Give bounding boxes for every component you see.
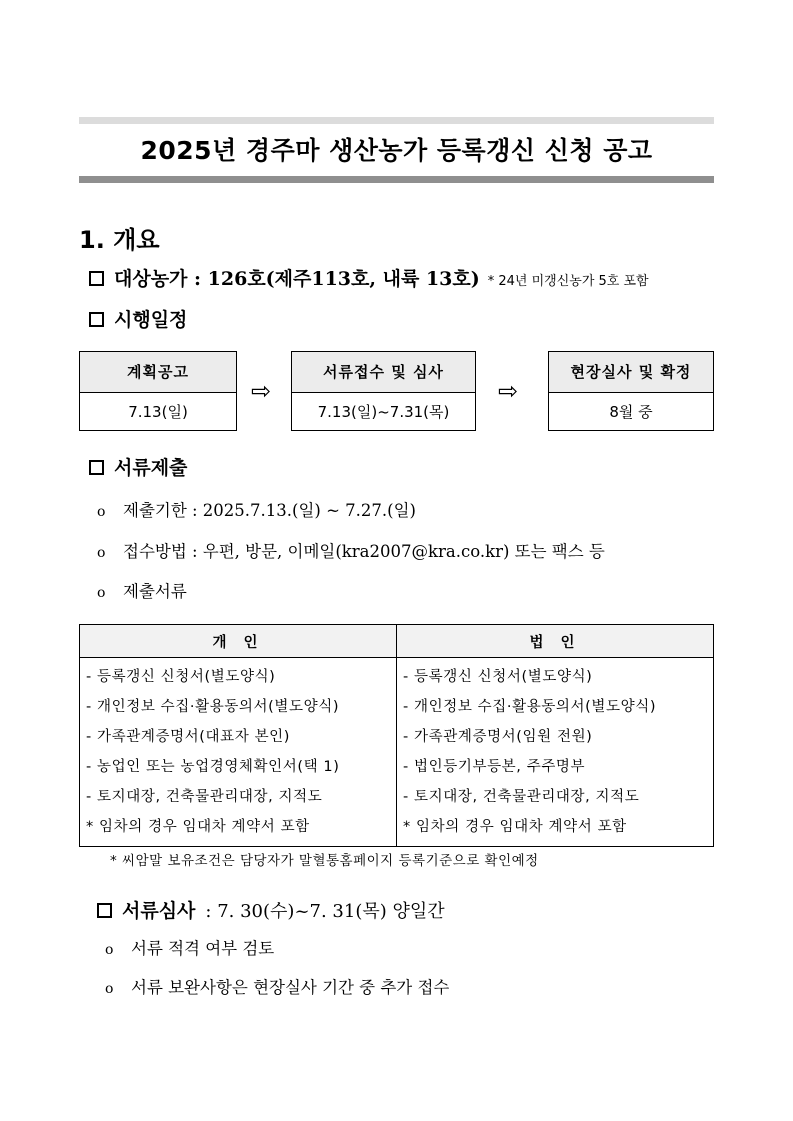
documents-table: [79, 624, 714, 847]
schedule-step-head: 서류접수 및 심사: [292, 352, 475, 393]
target-farms-label: 대상농가 : 126호(제주113호, 내륙 13호): [114, 268, 480, 290]
corporate-docs-cell: [397, 658, 714, 847]
review-item-supplement: o 서류 보완사항은 현장실사 기간 중 추가 접수: [105, 978, 450, 997]
section-heading-overview: 1. 개요: [79, 226, 160, 254]
table-header-individual: 개 인: [80, 625, 397, 658]
list-item: - 개인정보 수집·활용동의서(별도양식): [86, 699, 340, 715]
review-period: : 7. 30(수)~7. 31(목) 양일간: [205, 901, 445, 922]
right-arrow-icon: ⇨: [498, 377, 519, 405]
schedule-step-head: 계획공고: [80, 352, 236, 393]
footnote: * 씨암말 보유조건은 담당자가 말혈통홈페이지 등록기준으로 확인예정: [110, 853, 539, 869]
bullet-circle-icon: o: [97, 585, 106, 601]
target-farms-note: * 24년 미갱신농가 5호 포함: [487, 274, 649, 289]
schedule-step-2: [291, 351, 476, 431]
schedule-step-body: 8월 중: [609, 403, 653, 421]
list-item: - 등록갱신 신청서(별도양식): [403, 669, 593, 685]
list-item: - 토지대장, 건축물관리대장, 지적도: [86, 789, 323, 805]
bullet-circle-icon: o: [97, 545, 106, 561]
schedule-step-head: 현장실사 및 확정: [549, 352, 713, 393]
review-line: [97, 896, 445, 923]
page-title: 2025년 경주마 생산농가 등록갱신 신청 공고: [140, 136, 653, 165]
list-item: - 토지대장, 건축물관리대장, 지적도: [403, 789, 640, 805]
checkbox-square-icon: [97, 903, 112, 918]
checkbox-square-icon: [89, 460, 104, 475]
individual-docs-cell: [80, 658, 397, 847]
list-item: - 개인정보 수집·활용동의서(별도양식): [403, 699, 657, 715]
list-item: * 임차의 경우 임대차 계약서 포함: [86, 819, 310, 835]
right-arrow-icon: ⇨: [251, 377, 272, 405]
submission-label: 서류제출: [114, 457, 188, 479]
schedule-line: [89, 305, 187, 332]
submission-item-deadline: o 제출기한 : 2025.7.13.(일) ~ 7.27.(일): [97, 501, 416, 520]
list-item: - 등록갱신 신청서(별도양식): [86, 669, 276, 685]
review-label: 서류심사: [122, 900, 196, 922]
list-item: * 임차의 경우 임대차 계약서 포함: [403, 819, 627, 835]
schedule-step-body: 7.13(일)~7.31(목): [317, 403, 450, 421]
review-item-eligibility: o 서류 적격 여부 검토: [105, 939, 275, 958]
title-bar-bottom: [79, 176, 714, 183]
list-item: - 가족관계증명서(대표자 본인): [86, 729, 291, 745]
schedule-step-body: 7.13(일): [128, 403, 188, 421]
list-item: - 가족관계증명서(임원 전원): [403, 729, 593, 745]
submission-item-method: o 접수방법 : 우편, 방문, 이메일(kra2007@kra.co.kr) 또는 팩스 등: [97, 542, 605, 561]
bullet-circle-icon: o: [97, 504, 106, 520]
checkbox-square-icon: [89, 271, 104, 286]
checkbox-square-icon: [89, 312, 104, 327]
schedule-step-1: [79, 351, 237, 431]
bullet-circle-icon: o: [105, 942, 114, 958]
table-header-corporate: 법 인: [397, 625, 714, 658]
schedule-label: 시행일정: [114, 309, 188, 331]
schedule-step-3: [548, 351, 714, 431]
submission-item-documents: o 제출서류: [97, 582, 187, 601]
target-farms-line: [89, 264, 649, 291]
submission-line: [89, 453, 187, 480]
list-item: - 법인등기부등본, 주주명부: [403, 759, 586, 775]
bullet-circle-icon: o: [105, 981, 114, 997]
title-bar-top: [79, 117, 714, 124]
list-item: - 농업인 또는 농업경영체확인서(택 1): [86, 759, 340, 775]
